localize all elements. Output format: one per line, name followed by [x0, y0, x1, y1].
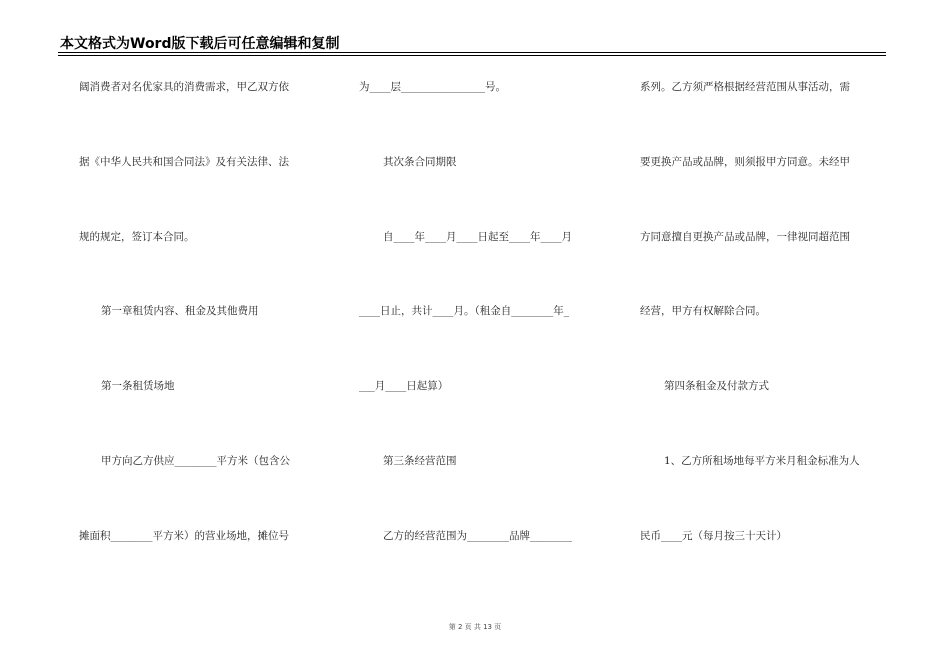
text-line: ____日止，共计____月。（租金自________年_ [359, 305, 569, 317]
text-line: 1、乙方所租场地每平方米月租金标准为人 [664, 455, 860, 467]
text-line: 系列。乙方须严格根据经营范围从事活动，需 [640, 81, 850, 93]
text-line: 方同意擅自更换产品或品牌，一律视同超范围 [640, 231, 850, 243]
text-line: 甲方向乙方供应________平方米（包含公 [101, 455, 290, 467]
article-heading: 第一条租赁场地 [101, 380, 175, 392]
chapter-heading: 第一章租赁内容、租金及其他费用 [101, 305, 259, 317]
header-rule-bottom [58, 55, 886, 56]
text-line: ___月____日起算） [359, 380, 449, 392]
text-line: 要更换产品或品牌，则须报甲方同意。未经甲 [640, 156, 850, 168]
article-heading: 第四条租金及付款方式 [664, 380, 769, 392]
text-line: 据《中华人民共和国合同法》及有关法律、法 [79, 156, 289, 168]
text-line: 经营，甲方有权解除合同。 [640, 305, 766, 317]
page-number: 第 2 页 共 13 页 [448, 623, 502, 631]
text-line: 乙方的经营范围为________品牌________ [383, 530, 572, 542]
text-line: 摊面积________平方米）的营业场地，摊位号 [79, 530, 289, 542]
text-line: 阔消费者对名优家具的消费需求，甲乙双方依 [79, 81, 289, 93]
document-header-title: 本文格式为Word版下载后可任意编辑和复制 [60, 36, 340, 52]
article-heading: 第三条经营范围 [383, 455, 457, 467]
text-line: 民币____元（每月按三十天计） [640, 530, 787, 542]
text-line: 自____年____月____日起至____年____月 [383, 231, 572, 243]
header-rule-top [58, 52, 886, 53]
article-heading: 其次条合同期限 [383, 156, 457, 168]
text-line: 为____层________________号。 [359, 81, 506, 93]
text-line: 规的规定，签订本合同。 [79, 231, 195, 243]
